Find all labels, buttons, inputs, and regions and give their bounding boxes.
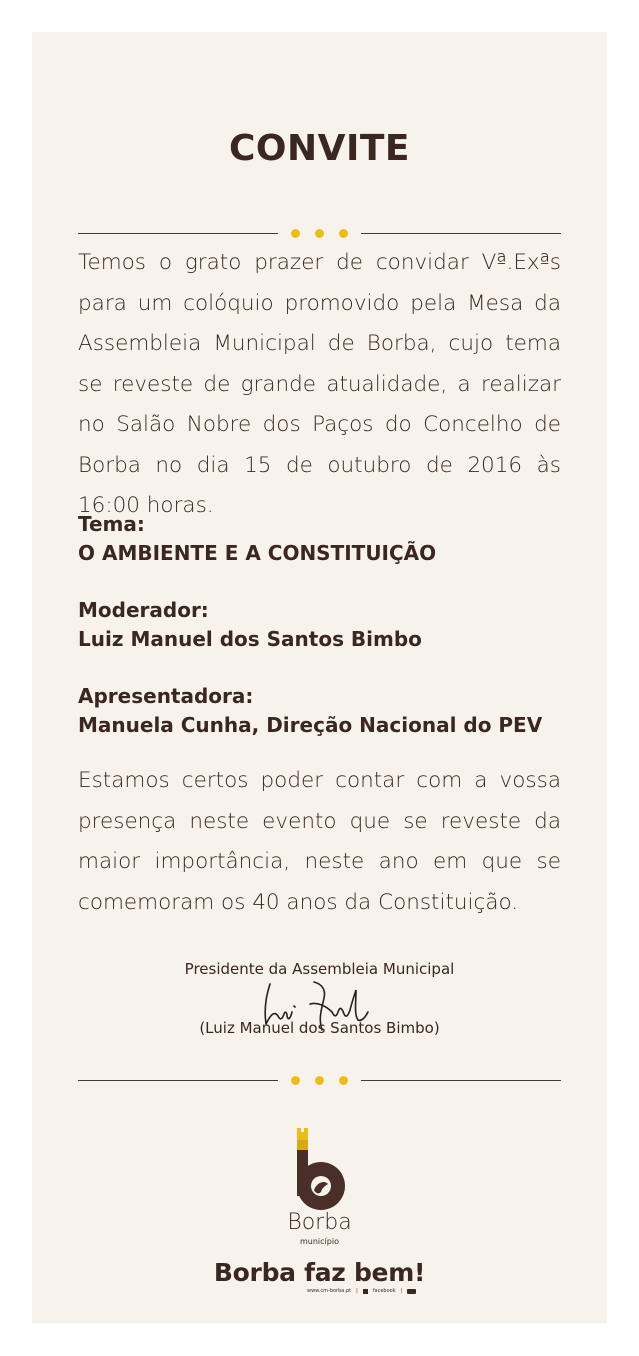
signatory-name: (Luiz Manuel dos Santos Bimbo) [199, 1019, 440, 1037]
moderator-value: Luiz Manuel dos Santos Bimbo [78, 627, 422, 651]
divider-line [78, 1080, 278, 1081]
moderator-block [78, 596, 578, 654]
divider-line [78, 233, 278, 234]
separator: | [356, 1288, 358, 1294]
invitation-card [32, 32, 607, 1323]
closing-paragraph: Estamos certos poder contar com a vossa presença neste evento que se reveste da maior importância, neste ano em que se comemoram os 40 anos da Constituição. [78, 768, 561, 915]
top-divider [78, 227, 561, 241]
footer-links [307, 1286, 447, 1296]
logo-subtitle: município [300, 1237, 339, 1246]
divider-dot [291, 1076, 300, 1085]
slogan: Borba faz bem! [213, 1258, 426, 1287]
divider-dot [315, 229, 324, 238]
divider-line [361, 1080, 561, 1081]
page-title: CONVITE [228, 128, 411, 169]
website-link[interactable]: www.cm-borba.pt [307, 1288, 352, 1294]
presenter-block [78, 682, 578, 740]
presenter-value: Manuela Cunha, Direção Nacional do PEV [78, 713, 543, 737]
divider-dot [339, 1076, 348, 1085]
bottom-divider [78, 1074, 561, 1088]
divider-line [361, 233, 561, 234]
divider-dot [315, 1076, 324, 1085]
moderator-label: Moderador: [78, 598, 209, 622]
divider-dot [339, 229, 348, 238]
theme-block [78, 510, 578, 568]
youtube-icon[interactable] [407, 1289, 416, 1294]
theme-value: O AMBIENTE E A CONSTITUIÇÃO [78, 541, 437, 565]
separator: | [400, 1288, 403, 1294]
divider-dot [291, 229, 300, 238]
facebook-icon[interactable] [363, 1289, 368, 1294]
facebook-link[interactable]: facebook [372, 1288, 396, 1294]
theme-label: Tema: [78, 512, 145, 536]
signatory-role: Presidente da Assembleia Municipal [184, 960, 455, 978]
logo-name: Borba [287, 1210, 352, 1235]
intro-paragraph: Temos o grato prazer de convidar Vª.Exªs para um colóquio promovido pela Mesa da Assembleia Municipal de Borba, cujo tema se reveste de grande atualidade, a realizar no Salão Nobre dos Paços do Concelho de Borba no dia 15 de outubro de 2016 às 16:00 horas. [78, 250, 561, 518]
presenter-label: Apresentadora: [78, 684, 254, 708]
